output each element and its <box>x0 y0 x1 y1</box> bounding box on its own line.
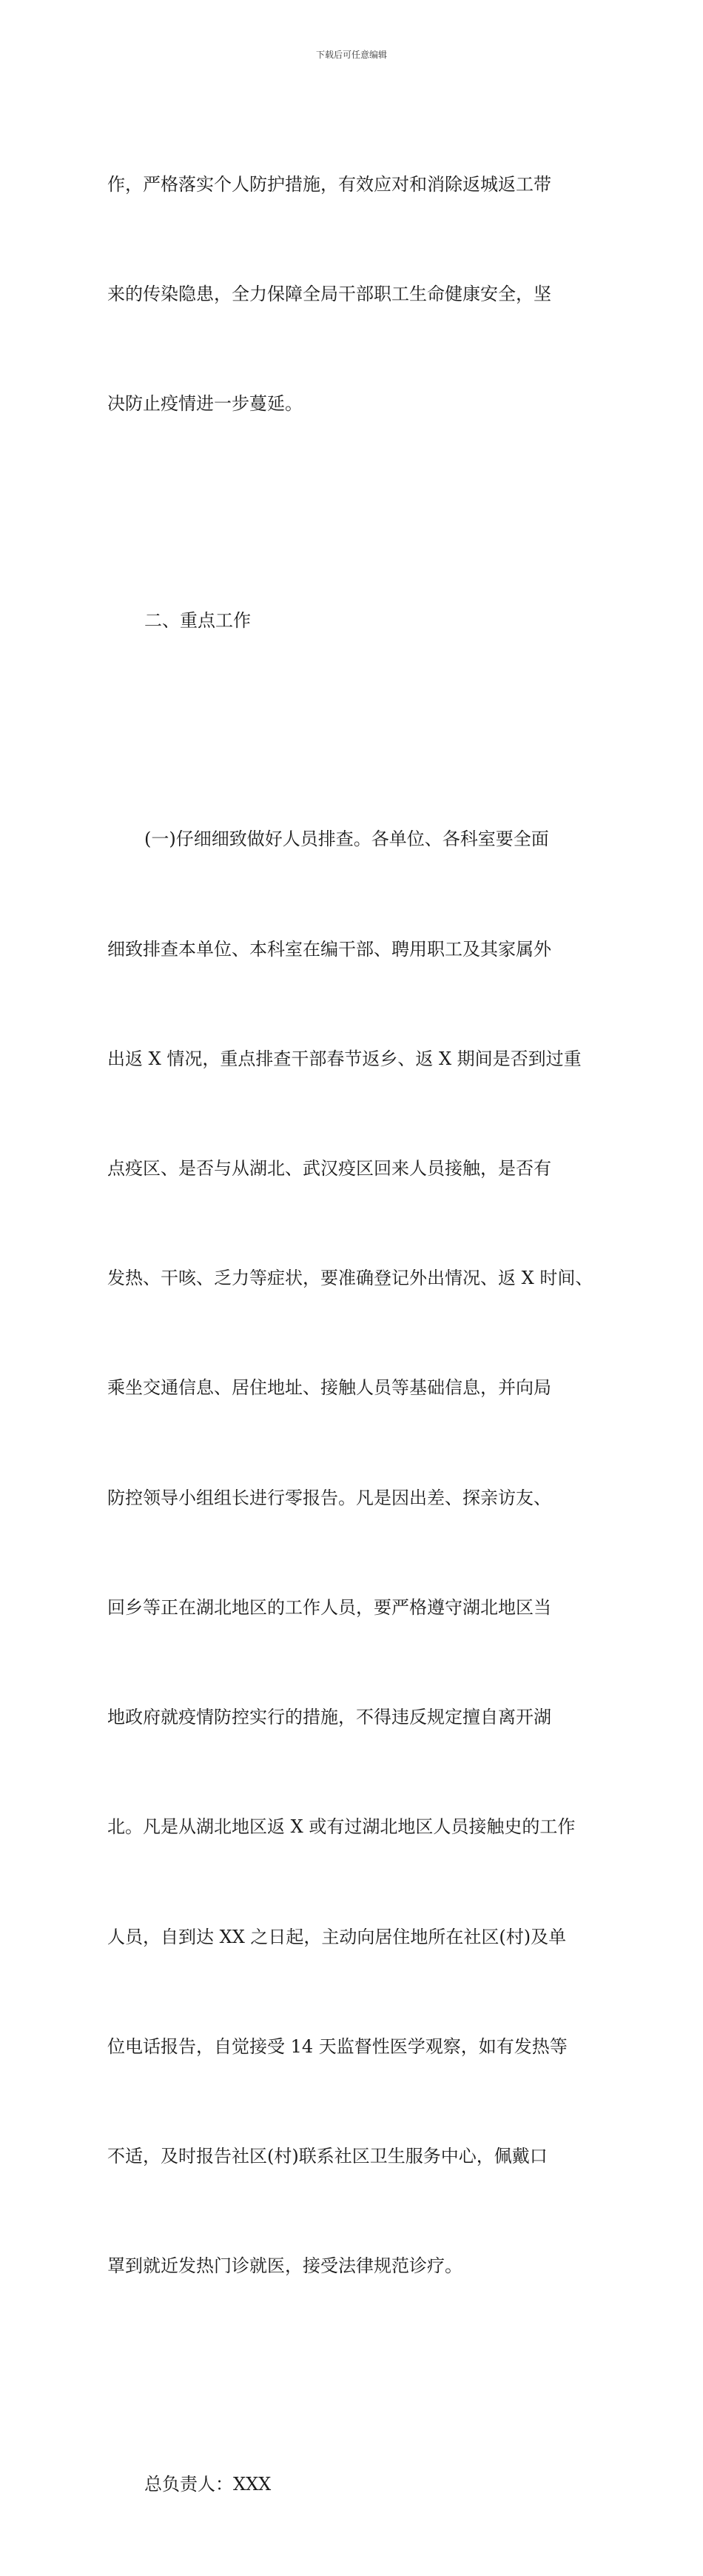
text-line: 人员，自到达 XX 之日起，主动向居住地所在社区(村)及单 <box>107 1926 567 1947</box>
text-line: 地政府就疫情防控实行的措施，不得违反规定擅自离开湖 <box>107 1707 551 1728</box>
paragraph-continuation <box>107 93 618 495</box>
text-line: 防控领导小组组长进行零报告。凡是因出差、探亲访友、 <box>107 1487 551 1508</box>
paragraph-personnel-screening <box>107 749 618 2358</box>
text-line: 乘坐交通信息、居住地址、接触人员等基础信息，并向局 <box>107 1377 551 1399</box>
text-line: 决防止疫情进一步蔓延。 <box>107 393 303 415</box>
text-line: 发热、干咳、乏力等症状，要准确登记外出情况、返 X 时间、 <box>107 1268 593 1289</box>
text-line: 位电话报告，自觉接受 14 天监督性医学观察，如有发热等 <box>107 2035 568 2057</box>
document-body <box>107 93 618 2576</box>
text-line: 北。凡是从湖北地区返 X 或有过湖北地区人员接触史的工作 <box>107 1816 576 1838</box>
paragraph-responsible-person <box>107 2393 618 2576</box>
section-heading <box>107 529 618 712</box>
text-line: 不适，及时报告社区(村)联系社区卫生服务中心，佩戴口 <box>107 2145 548 2167</box>
text-line: 来的传染隐患，全力保障全局干部职工生命健康安全，坚 <box>107 284 551 305</box>
text-line: 出返 X 情况，重点排查干部春节返乡、返 X 期间是否到过重 <box>107 1048 582 1069</box>
text-line: 回乡等正在湖北地区的工作人员，要严格遵守湖北地区当 <box>107 1596 551 1618</box>
responsible-person-line: 总负责人：XXX <box>144 2474 272 2495</box>
page-header: 下载后可任意编辑 <box>315 50 387 60</box>
text-line: 点疫区、是否与从湖北、武汉疫区回来人员接触，是否有 <box>107 1157 551 1179</box>
text-line: (一)仔细细致做好人员排查。各单位、各科室要全面 <box>144 829 549 850</box>
text-line: 罩到就近发热门诊就医，接受法律规范诊疗。 <box>107 2255 462 2277</box>
text-line: 细致排查本单位、本科室在编干部、聘用职工及其家属外 <box>107 938 551 960</box>
text-line: 作，严格落实个人防护措施，有效应对和消除返城返工带 <box>107 173 551 195</box>
section-heading-text: 二、重点工作 <box>144 610 251 632</box>
